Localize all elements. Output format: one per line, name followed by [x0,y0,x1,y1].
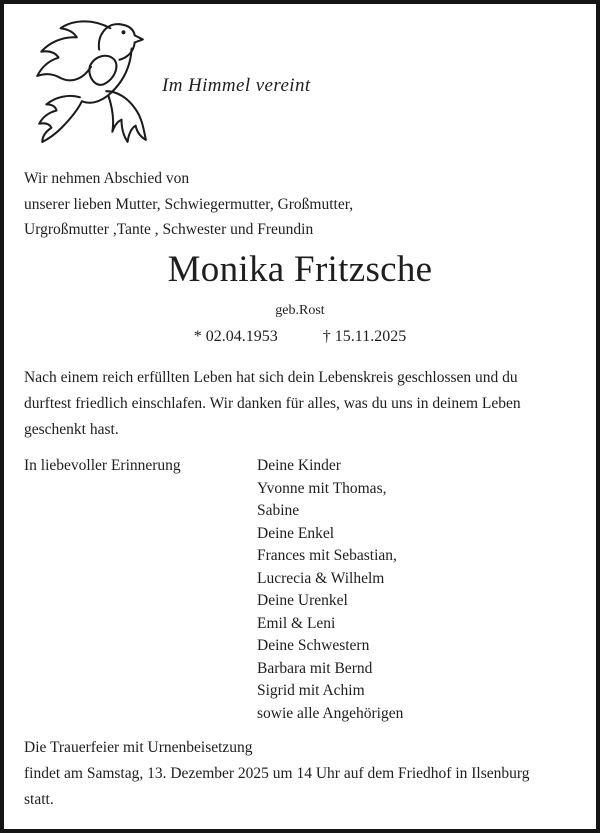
life-dates [4,328,596,346]
tribute-line: geschenkt hast. [24,421,119,438]
tribute-text [24,365,584,443]
funeral-info [24,735,584,813]
tribute-line: durftest friedlich einschlafen. Wir danken für alles, was du uns in deinem Leben [24,395,521,412]
birth-date: * 02.04.1953 [193,328,278,345]
mourner-line: Frances mit Sebastian, [257,547,397,565]
death-date: † 15.11.2025 [322,328,407,345]
funeral-line: findet am Samstag, 13. Dezember 2025 um 14 Uhr auf dem Friedhof in Ilsenburg [24,765,530,782]
intro-line: unserer lieben Mutter, Schwiegermutter, Großmutter, [24,195,354,213]
dove-icon [20,12,158,146]
mourner-line: Deine Kinder [257,457,341,474]
deceased-name: Monika Fritzsche [167,249,433,290]
mourner-line: Emil & Leni [257,614,336,632]
mourner-line: Deine Enkel [257,524,335,542]
motto-text: Im Himmel vereint [162,75,311,96]
mourner-line: sowie alle Angehörigen [257,705,404,723]
maiden-name: geb.Rost [275,303,325,318]
intro-line: Urgroßmutter ,Tante , Schwester und Freundin [24,221,314,238]
funeral-line: Die Trauerfeier mit Urnenbeisetzung [24,739,253,756]
tribute-line: Nach einem reich erfüllten Leben hat sich dein Lebenskreis geschlossen und du [24,369,518,386]
mourner-line: Sabine [257,502,300,520]
funeral-line: statt. [24,791,54,808]
mourner-line: Deine Schwestern [257,637,370,655]
intro-line: Wir nehmen Abschied von [24,170,190,187]
mourner-line: Yvonne mit Thomas, [257,479,387,497]
intro-text [24,166,580,243]
mourner-line: Barbara mit Bernd [257,659,373,677]
mourner-line: Sigrid mit Achim [257,682,365,700]
mourner-line: Lucrecia & Wilhelm [257,569,385,587]
mourner-line: Deine Urenkel [257,592,348,610]
mourners-list [257,455,403,726]
memorial-label: In liebevoller Erinnerung [24,457,181,474]
